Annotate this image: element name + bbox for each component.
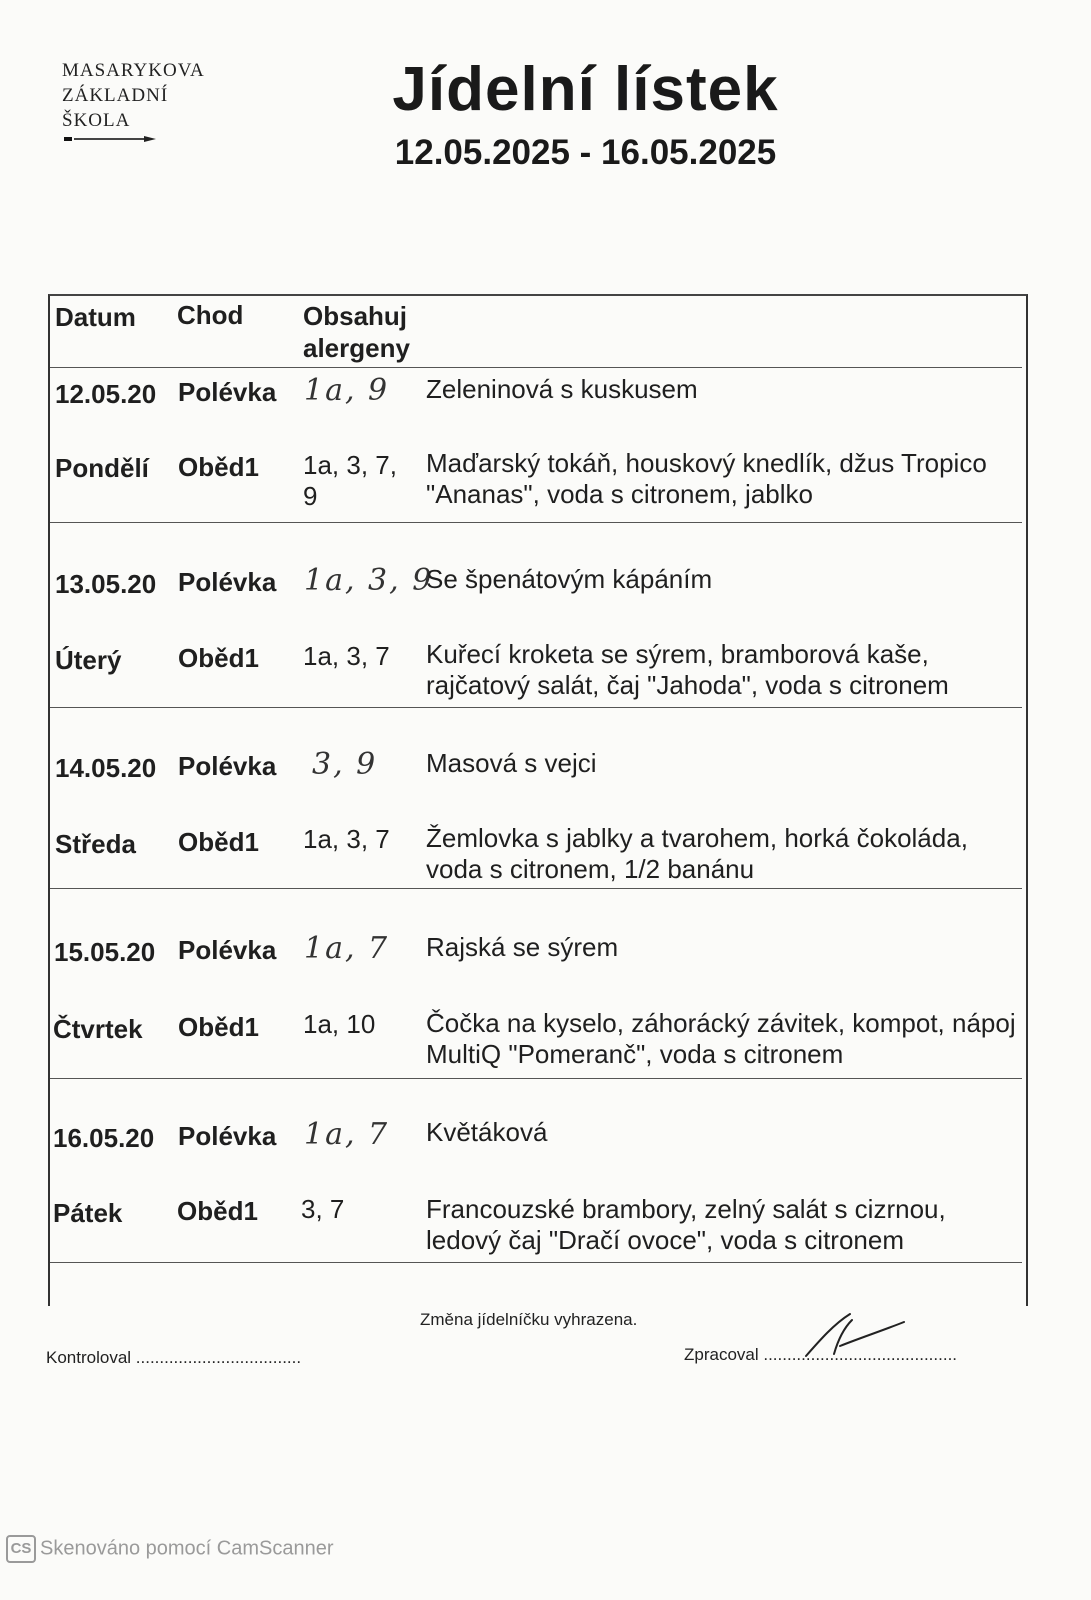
- checked-by-field: Kontroloval ...................................: [46, 1348, 302, 1367]
- soup-course: Polévka: [178, 1121, 277, 1151]
- header-allergens-line-2: alergeny: [303, 333, 410, 363]
- soup-dish: Se špenátovým kápáním: [426, 564, 713, 594]
- day-divider: [50, 888, 1022, 889]
- lunch-allergens: 1a, 3, 7, 9: [303, 450, 397, 511]
- soup-course: Polévka: [178, 935, 277, 965]
- day-date: 16.05.20: [53, 1123, 155, 1153]
- day-date: 14.05.20: [55, 753, 157, 783]
- header-date: Datum: [55, 302, 136, 332]
- scanner-text: Skenováno pomocí CamScanner: [40, 1537, 334, 1560]
- lunch-dish: Francouzské brambory, zelný salát s cizrnou, ledový čaj "Dračí ovoce", voda s citronem: [426, 1194, 946, 1255]
- header-course: Chod: [177, 300, 244, 330]
- lunch-course: Oběd1: [178, 1012, 259, 1042]
- day-date: 13.05.20: [55, 569, 157, 599]
- soup-allergens: 3, 9: [312, 747, 378, 782]
- day-divider: [50, 707, 1022, 708]
- soup-course: Polévka: [178, 567, 277, 597]
- lunch-course: Oběd1: [178, 827, 259, 857]
- soup-dish: Květáková: [426, 1117, 548, 1147]
- scanner-watermark: [6, 1535, 334, 1563]
- lunch-dish: Maďarský tokáň, houskový knedlík, džus Tropico "Ananas", voda s citronem, jablko: [426, 448, 987, 509]
- lunch-dish: Čočka na kyselo, záhorácký závitek, kompot, nápoj MultiQ "Pomeranč", voda s citronem: [426, 1008, 1016, 1069]
- menu-table: [48, 294, 1028, 1306]
- lunch-allergens: 1a, 3, 7: [303, 641, 390, 671]
- lunch-allergens: 1a, 3, 7: [303, 824, 390, 854]
- soup-course: Polévka: [178, 377, 277, 407]
- day-weekday: Úterý: [55, 645, 122, 675]
- day-date: 15.05.20: [54, 937, 156, 967]
- menu-change-note: Změna jídelníčku vyhrazena.: [420, 1310, 638, 1329]
- soup-allergens: 1a, 7: [304, 931, 390, 966]
- day-divider: [50, 1078, 1022, 1079]
- date-range: 12.05.2025 - 16.05.2025: [394, 133, 777, 172]
- day-weekday: Pátek: [53, 1198, 123, 1228]
- soup-allergens: 1a, 3, 9: [304, 563, 434, 598]
- lunch-course: Oběd1: [178, 643, 259, 673]
- lunch-course: Oběd1: [177, 1196, 258, 1226]
- day-divider: [50, 522, 1022, 523]
- lunch-allergens: 1a, 10: [303, 1009, 376, 1039]
- day-divider: [50, 1262, 1022, 1263]
- day-date: 12.05.20: [55, 379, 157, 409]
- soup-dish: Zeleninová s kuskusem: [426, 374, 698, 404]
- header-divider: [50, 367, 1022, 368]
- school-name-line-2: ZÁKLADNÍ: [62, 85, 169, 106]
- school-name-line-3: ŠKOLA: [62, 110, 131, 131]
- day-weekday: Pondělí: [55, 453, 149, 483]
- lunch-dish: Žemlovka s jablky a tvarohem, horká čokoláda, voda s citronem, 1/2 banánu: [426, 823, 968, 884]
- soup-allergens: 1a, 7: [304, 1117, 390, 1152]
- handwritten-signature: [800, 1310, 910, 1360]
- day-weekday: Středa: [55, 829, 136, 859]
- page-title: Jídelní lístek: [392, 55, 779, 124]
- school-name-line-1: MASARYKOVA: [62, 60, 205, 81]
- soup-allergens: 1a, 9: [304, 373, 390, 408]
- lunch-dish: Kuřecí kroketa se sýrem, bramborová kaše, rajčatový salát, čaj "Jahoda", voda s citronem: [426, 639, 949, 700]
- lunch-allergens: 3, 7: [301, 1194, 345, 1224]
- day-weekday: Čtvrtek: [53, 1014, 143, 1044]
- camscanner-icon: CS: [6, 1535, 36, 1563]
- soup-dish: Masová s vejci: [426, 748, 597, 778]
- prepared-by-field: Zpracoval .........................................: [684, 1345, 958, 1364]
- soup-course: Polévka: [178, 751, 277, 781]
- header-allergens-line-1: Obsahuj: [303, 301, 408, 331]
- lunch-course: Oběd1: [178, 452, 259, 482]
- soup-dish: Rajská se sýrem: [426, 932, 619, 962]
